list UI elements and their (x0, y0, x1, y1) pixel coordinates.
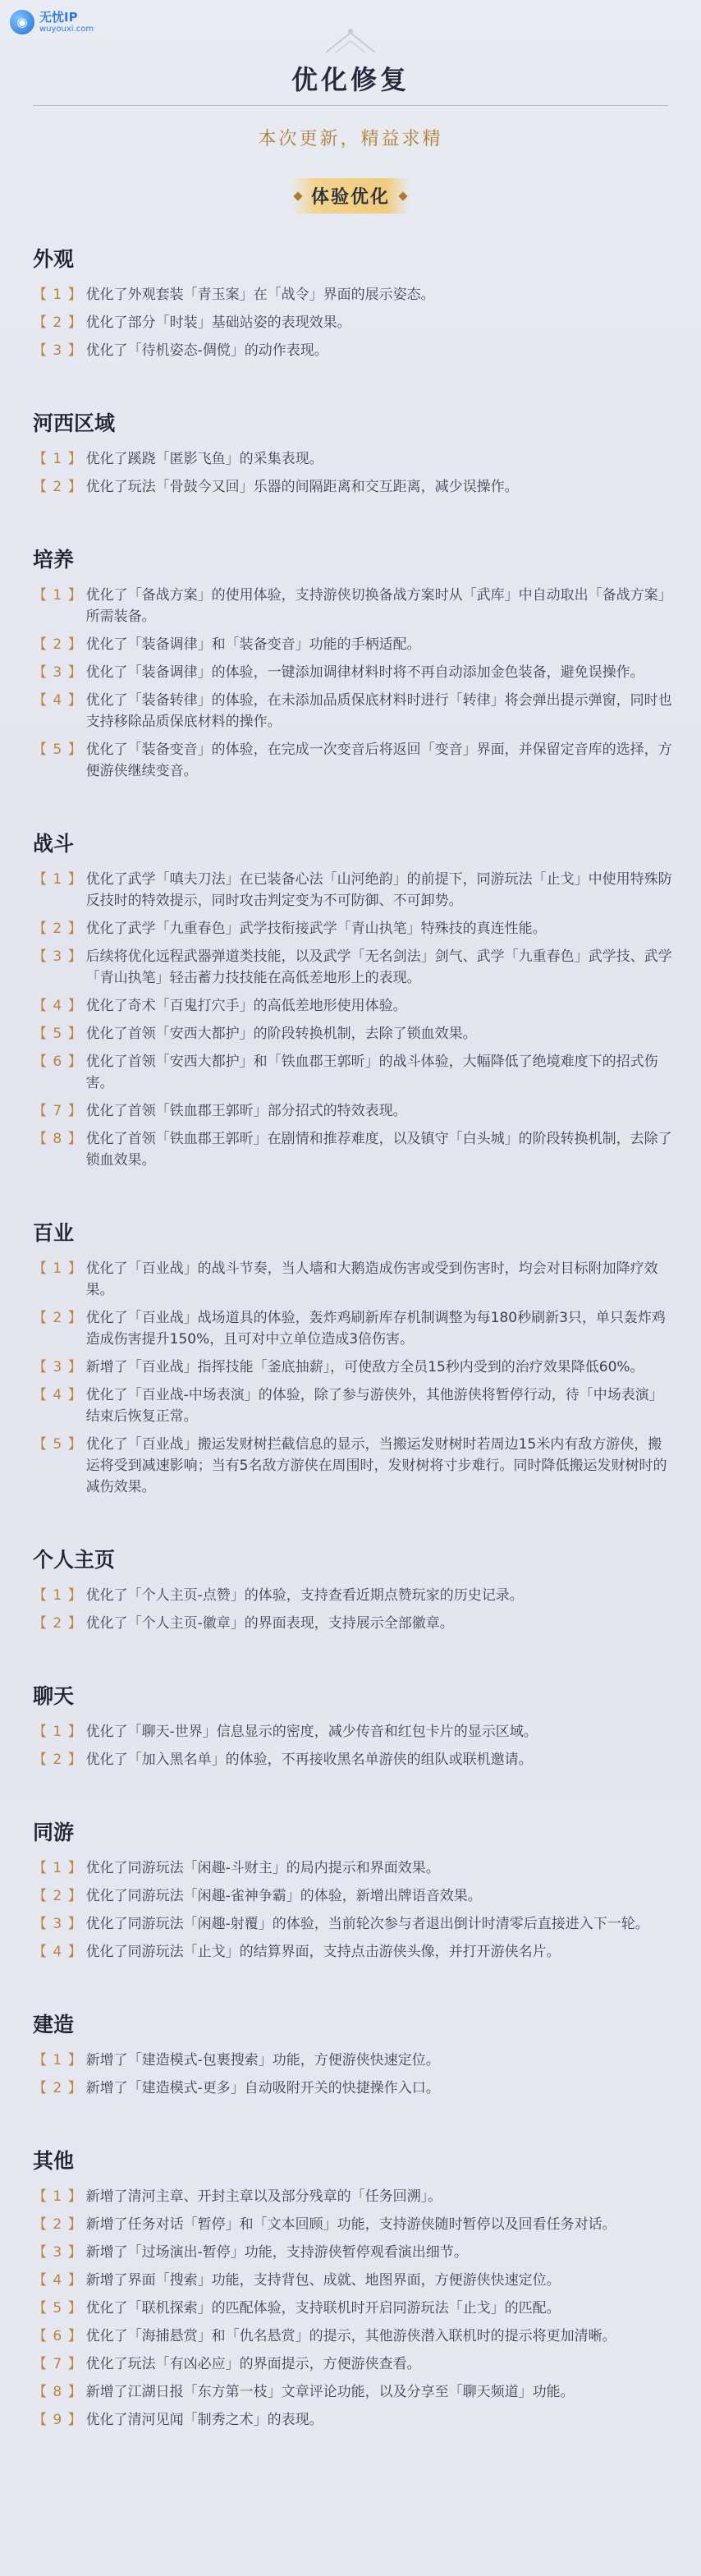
item-number: 【 4 】 (33, 998, 83, 1014)
list-item (33, 1857, 673, 1879)
list-item (33, 284, 673, 305)
item-number: 【 5 】 (33, 1436, 83, 1453)
item-number: 【 1 】 (33, 1587, 83, 1604)
section (33, 1217, 673, 1498)
list-item (33, 1307, 673, 1350)
list-item (33, 2242, 673, 2263)
list-item (33, 1100, 673, 1122)
page-subtitle: 本次更新，精益求精 (258, 129, 443, 149)
item-text: 优化了首领「铁血郡王郭昕」在剧情和推荐难度，以及镇守「白头城」的阶段转换机制，去除了锁血效果。 (85, 1131, 672, 1169)
item-text: 优化了奇术「百鬼打穴手」的高低差地形使用体验。 (85, 998, 407, 1014)
list-item (33, 585, 673, 627)
item-text: 优化了「联机探索」的匹配体验，支持联机时开启同游玩法「止戈」的匹配。 (85, 2300, 561, 2317)
item-number: 【 9 】 (33, 2412, 83, 2428)
section-title: 培养 (33, 548, 75, 572)
item-text: 后续将优化远程武器弹道类技能，以及武学「无名剑法」剑气、武学「九重春色」武学技、武学「青山执笔」轻击蓄力技技能在高低差地形上的表现。 (85, 948, 672, 986)
item-text: 优化了武学「九重春色」武学技衔接武学「青山执笔」特殊技的真连性能。 (85, 921, 547, 937)
item-text: 新增了江湖日报「东方第一枝」文章评论功能，以及分享至「聊天频道」功能。 (85, 2384, 575, 2400)
item-text: 优化了玩法「骨鼓今又回」乐器的间隔距离和交互距离，减少误操作。 (85, 479, 519, 495)
section-title: 聊天 (33, 1684, 75, 1708)
item-text: 新增了「百业战」指挥技能「釜底抽薪」，可使敌方全员15秒内受到的治疗效果降低60%。 (85, 1359, 644, 1375)
section-title: 战斗 (33, 832, 75, 856)
item-text: 优化了「装备调律」的体验，一键添加调律材料时将不再自动添加金色装备，避免误操作。 (85, 664, 644, 681)
section (33, 1544, 673, 1634)
list-item (33, 634, 673, 655)
item-number: 【 2 】 (33, 636, 83, 653)
list-item (33, 448, 673, 470)
list-item (33, 2078, 673, 2099)
section (33, 407, 673, 498)
list-item (33, 662, 673, 683)
section-title: 建造 (33, 2013, 75, 2036)
list-item (33, 995, 673, 1017)
logo-icon: ◉ (10, 10, 34, 34)
list-item (33, 1913, 673, 1935)
item-text: 优化了清河见闻「制秀之术」的表现。 (85, 2412, 323, 2428)
list-item (33, 1885, 673, 1907)
item-number: 【 5 】 (33, 2300, 83, 2317)
item-number: 【 8 】 (33, 2384, 83, 2400)
list-item (33, 1384, 673, 1427)
header-ornament-icon (309, 25, 392, 57)
item-number: 【 2 】 (33, 315, 83, 331)
item-number: 【 2 】 (33, 1615, 83, 1632)
item-number: 【 3 】 (33, 948, 83, 965)
item-number: 【 6 】 (33, 2328, 83, 2344)
item-text: 优化了蹊跷「匿影飞鱼」的采集表现。 (85, 451, 323, 467)
list-item (33, 2186, 673, 2207)
list-item (33, 1434, 673, 1498)
list-item (33, 2298, 673, 2319)
site-logo[interactable] (10, 10, 94, 34)
logo-url: wuyouxi.com (39, 24, 94, 34)
list-item (33, 2270, 673, 2291)
item-number: 【 6 】 (33, 1054, 83, 1070)
list-item (33, 2214, 673, 2235)
item-number: 【 2 】 (33, 1752, 83, 1768)
item-text: 优化了「海捕悬赏」和「仇名悬赏」的提示，其他游侠潜入联机时的提示将更加清晰。 (85, 2328, 616, 2344)
list-item (33, 2050, 673, 2071)
item-text: 优化了「百业战」的战斗节奏，当人墙和大鹅造成伤害或受到伤害时，均会对目标附加降疗效果。 (85, 1260, 658, 1298)
section (33, 243, 673, 361)
section (33, 828, 673, 1171)
list-item (33, 340, 673, 361)
list-item (33, 2381, 673, 2403)
list-item (33, 1357, 673, 1378)
list-item (33, 2353, 673, 2375)
item-text: 新增了「建造模式-包裹搜索」功能，方便游侠快速定位。 (85, 2052, 440, 2069)
item-number: 【 8 】 (33, 1131, 83, 1147)
list-item (33, 690, 673, 732)
list-item (33, 1023, 673, 1045)
item-text: 新增了「过场演出-暂停」功能，支持游侠暂停观看演出细节。 (85, 2244, 468, 2261)
item-number: 【 4 】 (33, 692, 83, 709)
section-title: 百业 (33, 1221, 75, 1245)
list-item (33, 1258, 673, 1301)
list-item (33, 946, 673, 989)
list-item (33, 1613, 673, 1634)
item-number: 【 4 】 (33, 1387, 83, 1403)
item-text: 优化了「待机姿态-倜傥」的动作表现。 (85, 342, 328, 359)
item-text: 优化了同游玩法「闲趣-雀神争霸」的体验，新增出牌语音效果。 (85, 1888, 482, 1904)
item-text: 新增了清河主章、开封主章以及部分残章的「任务回溯」。 (85, 2188, 442, 2205)
item-text: 优化了「百业战」战场道具的体验，轰炸鸡刷新库存机制调整为每180秒刷新3只，单只轰炸鸡造成伤害提升150%，且可对中立单位造成3倍伤害。 (85, 1310, 666, 1348)
item-number: 【 3 】 (33, 2244, 83, 2261)
page-title: 优化修复 (291, 64, 410, 95)
item-text: 优化了「加入黑名单」的体验，不再接收黑名单游侠的组队或联机邀请。 (85, 1752, 533, 1768)
item-text: 优化了「聊天-世界」信息显示的密度，减少传音和红包卡片的显示区域。 (85, 1724, 538, 1740)
title-divider (33, 105, 668, 106)
item-number: 【 7 】 (33, 1103, 83, 1119)
item-number: 【 1 】 (33, 451, 83, 467)
item-text: 优化了「百业战-中场表演」的体验，除了参与游侠外，其他游侠将暂停行动，待「中场表演」结束后恢复正常。 (85, 1387, 663, 1425)
item-number: 【 1 】 (33, 2052, 83, 2069)
item-number: 【 4 】 (33, 2272, 83, 2289)
section-title: 其他 (33, 2149, 75, 2173)
item-number: 【 1 】 (33, 2188, 83, 2205)
section (33, 1816, 673, 1963)
section (33, 1680, 673, 1770)
item-number: 【 1 】 (33, 287, 83, 303)
section (33, 2009, 673, 2099)
item-text: 优化了「备战方案」的使用体验，支持游侠切换备战方案时从「武库」中自动取出「备战方案」所需装备。 (85, 587, 672, 625)
item-text: 优化了「装备调律」和「装备变音」功能的手柄适配。 (85, 636, 421, 653)
item-text: 优化了「百业战」搬运发财树拦截信息的显示，当搬运发财树时若周边15米内有敌方游侠，搬运将受到减速影响；当有5名敌方游侠在周围时，发财树将寸步难行。同时降低搬运发财树时的减伤效果。 (85, 1436, 667, 1495)
section (33, 2145, 673, 2431)
item-number: 【 3 】 (33, 1359, 83, 1375)
item-text: 新增了界面「搜索」功能，支持背包、成就、地图界面，方便游侠快速定位。 (85, 2272, 561, 2289)
section-title: 个人主页 (33, 1548, 116, 1572)
item-number: 【 2 】 (33, 2080, 83, 2096)
item-number: 【 2 】 (33, 479, 83, 495)
section-title: 河西区域 (33, 411, 116, 435)
item-text: 优化了部分「时装」基础站姿的表现效果。 (85, 315, 351, 331)
section-title: 同游 (33, 1821, 75, 1844)
item-text: 优化了「装备变音」的体验，在完成一次变音后将返回「变音」界面，并保留定音库的选择，方便游侠继续变音。 (85, 742, 672, 779)
list-item (33, 476, 673, 498)
list-item (33, 869, 673, 911)
item-text: 优化了同游玩法「闲趣-斗财主」的局内提示和界面效果。 (85, 1860, 440, 1876)
list-item (33, 739, 673, 782)
list-item (33, 1941, 673, 1963)
section-title: 外观 (33, 247, 75, 271)
item-text: 优化了「个人主页-徽章」的界面表现，支持展示全部徽章。 (85, 1615, 454, 1632)
item-text: 优化了「个人主页-点赞」的体验，支持查看近期点赞玩家的历史记录。 (85, 1587, 524, 1604)
list-item (33, 1051, 673, 1094)
item-number: 【 5 】 (33, 742, 83, 758)
item-text: 优化了外观套装「青玉案」在「战令」界面的展示姿态。 (85, 287, 435, 303)
item-text: 优化了武学「嗔夫刀法」在已装备心法「山河绝韵」的前提下，同游玩法「止戈」中使用特殊防反技时的特效提示，同时攻击判定变为不可防御、不可卸势。 (85, 871, 672, 909)
item-number: 【 2 】 (33, 1888, 83, 1904)
list-item (33, 1749, 673, 1770)
list-item (33, 2326, 673, 2347)
item-text: 新增了任务对话「暂停」和「文本回顾」功能，支持游侠随时暂停以及回看任务对话。 (85, 2216, 616, 2233)
item-number: 【 1 】 (33, 587, 83, 604)
item-text: 优化了「装备转律」的体验，在未添加品质保底材料时进行「转律」将会弹出提示弹窗，同时也支持移除品质保底材料的操作。 (85, 692, 672, 730)
list-item (33, 918, 673, 939)
section (33, 544, 673, 782)
item-text: 优化了首领「铁血郡王郭昕」部分招式的特效表现。 (85, 1103, 407, 1119)
list-item (33, 1585, 673, 1606)
item-text: 优化了玩法「有凶必应」的界面提示，方便游侠查看。 (85, 2356, 421, 2372)
item-number: 【 3 】 (33, 664, 83, 681)
patch-notes (33, 243, 673, 2477)
logo-name: 无忧IP (39, 9, 78, 25)
item-text: 优化了首领「安西大都护」和「铁血郡王郭昕」的战斗体验，大幅降低了绝境难度下的招式伤害。 (85, 1054, 658, 1091)
item-number: 【 2 】 (33, 921, 83, 937)
item-number: 【 2 】 (33, 1310, 83, 1326)
item-text: 优化了首领「安西大都护」的阶段转换机制，去除了锁血效果。 (85, 1026, 477, 1042)
item-number: 【 1 】 (33, 1860, 83, 1876)
item-text: 优化了同游玩法「闲趣-射覆」的体验，当前轮次参与者退出倒计时清零后直接进入下一轮。 (85, 1916, 649, 1932)
item-number: 【 1 】 (33, 1260, 83, 1277)
list-item (33, 2409, 673, 2431)
category-badge: 体验优化 (291, 178, 410, 214)
item-number: 【 5 】 (33, 1026, 83, 1042)
item-number: 【 7 】 (33, 2356, 83, 2372)
item-number: 【 1 】 (33, 1724, 83, 1740)
list-item (33, 1721, 673, 1743)
item-number: 【 3 】 (33, 342, 83, 359)
item-number: 【 2 】 (33, 2216, 83, 2233)
item-number: 【 4 】 (33, 1944, 83, 1960)
item-number: 【 1 】 (33, 871, 83, 888)
list-item (33, 1128, 673, 1171)
item-text: 新增了「建造模式-更多」自动吸附开关的快捷操作入口。 (85, 2080, 440, 2096)
list-item (33, 312, 673, 333)
item-text: 优化了同游玩法「止戈」的结算界面，支持点击游侠头像，并打开游侠名片。 (85, 1944, 561, 1960)
item-number: 【 3 】 (33, 1916, 83, 1932)
